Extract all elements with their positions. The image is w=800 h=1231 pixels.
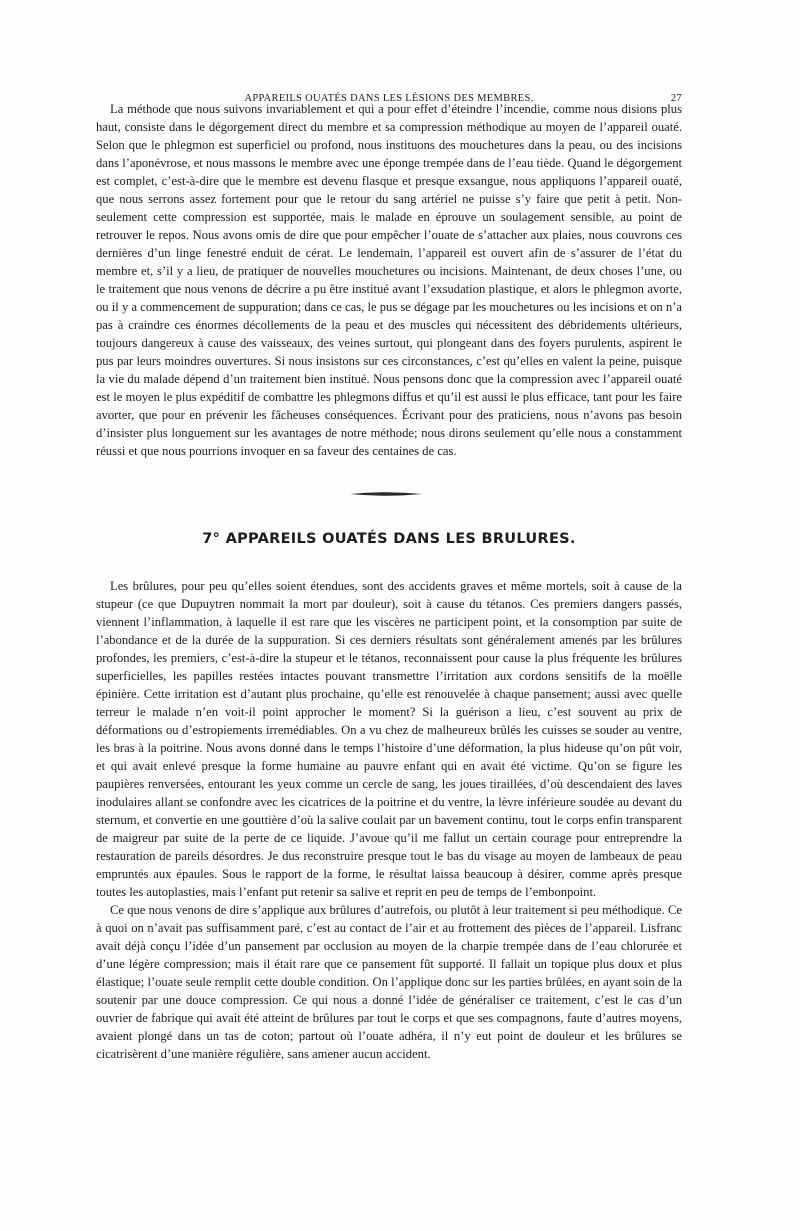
section-heading: 7° APPAREILS OUATÉS DANS LES BRULURES. (202, 531, 576, 547)
page-number: 27 (670, 93, 682, 104)
paragraph: Ce que nous venons de dire s’applique aux brûlures d’autrefois, ou plutôt à leur traitement si peu méthodique. Ce à quoi on n’avait pas suffisamment paré, c’est au contact de l’air et au frottement des pièces de l’appareil. Lisfranc avait déjà conçu l’idée d’un pansement par occlusion au moyen de la charpie trempée dans de l’eau chlorurée et d’une légère compression; mais il était rare que ce pansement fût supporté. Il fallait un topique plus doux et plus élastique; l’ouate seule remplit cette double condition. On l’applique donc sur les parties brûlées, en ayant soin de la soutenir par une douce compression. Ce qui nous a donné l’idée de généraliser ce traitement, c’est le cas d’un ouvrier de fabrique qui avait été atteint de brûlures par tout le corps et que ses compagnons, faute d’autres moyens, avaient plongé dans un tas de coton; partout où l’ouate adhéra, il n’y eut point de douleur et les brûlures se cicatrisèrent d’une manière régulière, sans amener aucun accident. (96, 903, 682, 1061)
paragraph: Les brûlures, pour peu qu’elles soient étendues, sont des accidents graves et même mortels, soit à cause de la stupeur (ce que Dupuytren nommait la mort par douleur), soit à cause du tétanos. Ces premiers dangers passés, viennent l’inflammation, à laquelle il est rare que les viscères ne participent point, et la consomption par suite de l’abondance et de la durée de la suppuration. Si ces derniers résultats sont généralement amenés par les brûlures profondes, les premiers, c’est-à-dire la stupeur et le tétanos, reconnaissent pour cause la plus fréquente les brûlures superficielles, les papilles restées intactes pouvant transmettre l’irritation aux cordons sensitifs de la moëlle épinière. Cette irritation est d’autant plus prochaine, qu’elle est renouvelée à chaque pansement; aussi avec quelle terreur le malade n’en voit-il point approcher le moment? Si la guérison a lieu, c’est souvent au prix de déformations ou d’estropiements irremédiables. On a vu chez de malheureux brûlés les cuisses se souder au ventre, les bras à la poitrine. Nous avons donné dans le temps l’histoire d’une déformation, la plus hideuse qu’on pût voir, et qui avait enlevé presque la forme humaine au pauvre enfant qui en avait été victime. Qu’on se figure les paupières renversées, entourant les yeux comme un cercle de sang, les joues tiraillées, d’où descendaient des laves inodulaires allant se confondre avec les cicatrices de la poitrine et du ventre, la lèvre inférieure soudée au devant du sternum, et convertie en une gouttière d’où la salive coulait par un bavement continu, tout le corps enfin transparent de maigreur par suite de la perte de ce liquide. J’avoue qu’il me fallut un certain courage pour entreprendre la restauration de pareils désordres. Je dus reconstruire presque tout le bas du visage au moyen de lambeaux de peau empruntés aux épaules. Sous le rapport de la forme, le résultat laissa beaucoup à désirer, comme après presque toutes les autoplasties, mais l’enfant put retenir sa salive et reprit en peu de temps de l’embonpoint. (96, 579, 682, 899)
section-divider-ornament (348, 491, 424, 497)
body-text-top (96, 100, 682, 460)
body-text-bottom (96, 577, 682, 1063)
paragraph: La méthode que nous suivons invariablement et qui a pour effet d’éteindre l’incendie, comme nous disions plus haut, consiste dans le dégorgement direct du membre et sa compression méthodique au moyen de l’appareil ouaté. Selon que le phlegmon est superficiel ou profond, nous instituons des mouchetures dans la peau, ou des incisions dans l’aponévrose, et nous massons le membre avec une éponge trempée dans de l’eau tiède. Quand le dégorgement est complet, c’est-à-dire que le membre est devenu flasque et presque exsangue, nous appliquons l’appareil ouaté, que nous serrons assez fortement pour que le retour du sang artériel ne puisse s’y faire que petit à petit. Non-seulement cette compression est supportée, mais le malade en éprouve un soulagement sensible, au point de retrouver le repos. Nous avons omis de dire que pour empêcher l’ouate de s’attacher aux plaies, nous couvrons ces dernières d’un linge fenestré enduit de cérat. Le lendemain, l’appareil est ouvert afin de s’assurer de l’état du membre et, s’il y a lieu, de pratiquer de nouvelles mouchetures ou incisions. Maintenant, de deux choses l’une, ou le traitement que nous venons de décrire a pu être institué avant l’exsudation plastique, et alors le phlegmon avorte, ou il y a commencement de suppuration; dans ce cas, le pus se dégage par les mouchetures ou les incisions et on n’a pas à craindre ces énormes décollements de la peau et des muscles qui nécessitent des débridements ultérieurs, toujours dangereux à cause des vaisseaux, des veines surtout, qui plongeant dans des foyers purulents, aspirent le pus par leurs moindres ouvertures. Si nous insistons sur ces circonstances, c’est qu’elles en valent la peine, puisque la vie du malade dépend d’un traitement bien institué. Nous pensons donc que la compression avec l’appareil ouaté est le moyen le plus expéditif de combattre les phlegmons diffus et qu’il est aussi le plus efficace, tant pour les faire avorter, que pour en prévenir les fâcheuses conséquences. Écrivant pour des praticiens, nous n’avons pas besoin d’insister plus longuement sur les avantages de notre méthode; nous dirons seulement qu’elle nous a constamment réussi et que nous pourrions invoquer en sa faveur des centaines de cas. (96, 102, 682, 458)
running-title: APPAREILS OUATÉS DANS LES LÉSIONS DES MEMBRES. (244, 93, 534, 104)
